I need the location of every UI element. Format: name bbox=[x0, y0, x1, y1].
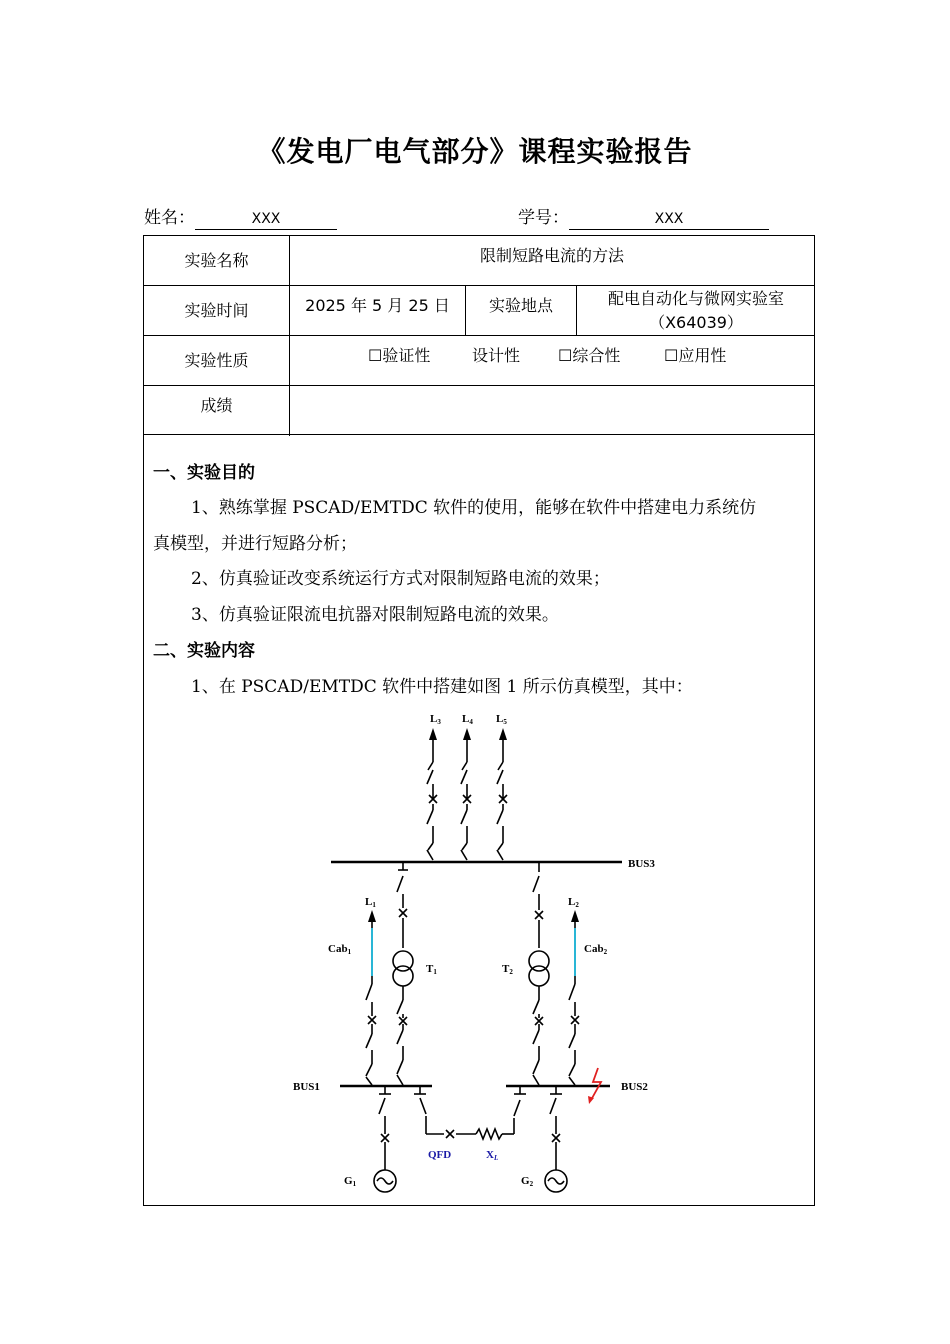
experiment-name-label: 实验名称 bbox=[184, 250, 249, 270]
student-name-line bbox=[144, 203, 337, 230]
reactor-label: XL bbox=[486, 1149, 499, 1162]
score-value bbox=[290, 386, 814, 435]
load-l3-label: L3 bbox=[430, 713, 441, 726]
transformer1-label: T1 bbox=[426, 963, 437, 976]
bus1-label: BUS1 bbox=[293, 1081, 320, 1093]
generator2-label: G2 bbox=[521, 1175, 534, 1188]
bus3-label: BUS3 bbox=[628, 858, 655, 870]
score-label: 成绩 bbox=[200, 396, 233, 415]
experiment-time-value: 2025 年 5 月 25 日 bbox=[305, 296, 450, 315]
experiment-nature-label: 实验性质 bbox=[184, 350, 249, 370]
id-value: XXX bbox=[569, 209, 769, 230]
generator1-label: G1 bbox=[344, 1175, 357, 1188]
option-comprehensive[interactable]: ☐综合性 bbox=[558, 346, 621, 365]
place-line-1: 配电自动化与微网实验室 bbox=[607, 288, 784, 308]
experiment-time-label: 实验时间 bbox=[184, 300, 249, 320]
section1-item1-line2: 真模型，并进行短路分析； bbox=[153, 534, 357, 554]
name-value: XXX bbox=[195, 209, 337, 230]
experiment-name-value: 限制短路电流的方法 bbox=[479, 246, 624, 265]
section1-item2: 2、仿真验证改变系统运行方式对限制短路电流的效果； bbox=[191, 569, 610, 589]
section2-item1: 1、在 PSCAD/EMTDC 软件中搭建如图 1 所示仿真模型，其中： bbox=[191, 677, 693, 697]
id-label: 学号： bbox=[518, 208, 569, 228]
section1-item1-line1: 1、熟练掌握 PSCAD/EMTDC 软件的使用，能够在软件中搭建电力系统仿 bbox=[191, 498, 757, 518]
load-l1-label: L1 bbox=[365, 896, 376, 909]
option-verification[interactable]: ☐验证性 bbox=[368, 346, 431, 365]
load-l2-label: L2 bbox=[568, 896, 579, 909]
name-label: 姓名： bbox=[144, 208, 195, 228]
place-line-2: （X64039） bbox=[649, 312, 743, 332]
experiment-place-value bbox=[577, 286, 815, 335]
qfd-label: QFD bbox=[428, 1149, 452, 1161]
cable2-label: Cab2 bbox=[584, 943, 608, 956]
option-application[interactable]: ☐应用性 bbox=[664, 346, 727, 365]
student-id-line bbox=[518, 203, 769, 230]
bus2-label: BUS2 bbox=[621, 1081, 648, 1093]
load-l5-label: L5 bbox=[496, 713, 507, 726]
experiment-place-label: 实验地点 bbox=[488, 296, 553, 315]
section1-item3: 3、仿真验证限流电抗器对限制短路电流的效果。 bbox=[191, 605, 559, 625]
section1-heading: 一、实验目的 bbox=[153, 463, 255, 483]
report-title: 《发电厂电气部分》课程实验报告 bbox=[257, 135, 693, 168]
info-table bbox=[143, 235, 815, 435]
transformer2-label: T2 bbox=[502, 963, 513, 976]
nature-options bbox=[290, 336, 814, 376]
load-l4-label: L4 bbox=[462, 713, 473, 726]
section2-heading: 二、实验内容 bbox=[153, 641, 255, 661]
cable1-label: Cab1 bbox=[328, 943, 352, 956]
option-design[interactable]: 设计性 bbox=[472, 346, 521, 365]
